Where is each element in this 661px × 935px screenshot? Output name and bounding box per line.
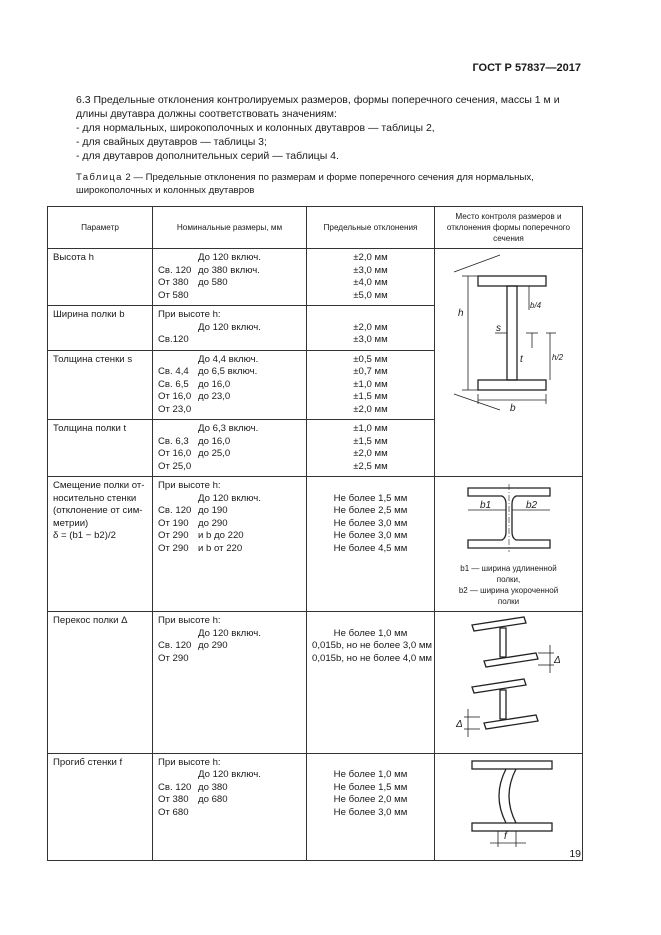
nominal-line [158, 480, 301, 493]
deviation-line: Не более 4,5 мм [333, 542, 408, 554]
nominal-line [158, 436, 301, 449]
intro-section [76, 93, 586, 163]
nominal-line [158, 782, 301, 795]
deviation-line [312, 757, 429, 770]
table-header-row [48, 207, 583, 249]
deviation-line: ±1,5 мм [353, 391, 388, 402]
deviation-line: ±4,0 мм [353, 277, 388, 288]
nominal-line [158, 379, 301, 392]
deviation-cell [307, 612, 435, 754]
nominal-prefix: От 680 [158, 806, 189, 818]
nominal-line [158, 653, 301, 666]
nominal-prefix: От 290 [158, 542, 189, 554]
nominal-prefix: При высоте h: [158, 480, 221, 491]
nominal-range: До 6,3 включ. [198, 423, 259, 434]
nominal-range: до 16,0 [198, 378, 231, 390]
nominal-range: До 120 включ. [198, 492, 261, 504]
sketch-note-line: b2 — ширина укороченной [458, 585, 559, 595]
i-beam-tilt-diagram [454, 615, 564, 745]
i-beam-dimensions-diagram [440, 252, 586, 412]
table-caption-label: Таблица [76, 172, 123, 183]
nominal-line [158, 794, 301, 807]
nominal-line [158, 757, 301, 770]
nominal-line [158, 265, 301, 278]
param-line: метрии) [53, 517, 89, 529]
nominal-cell [153, 350, 307, 420]
nominal-line [158, 518, 301, 531]
label-b4: b/4 [530, 301, 542, 310]
nominal-prefix: Св. 120 [158, 264, 192, 276]
sketch-note-line: b1 — ширина удлиненной [460, 563, 557, 573]
nominal-line [158, 334, 301, 347]
nominal-range: до 25,0 [198, 448, 231, 459]
nominal-line [158, 615, 301, 628]
nominal-line [158, 252, 301, 265]
nominal-range: до 290 [198, 517, 228, 529]
table-caption-text: 2 — Предельные отклонения по размерам и форме поперечного сечения для нормальных, широкополочных и колонных двутавров [76, 172, 534, 196]
header-nominal: Номинальные размеры, мм [153, 207, 307, 249]
nominal-prefix: От 23,0 [158, 403, 192, 415]
deviation-line: ±2,0 мм [353, 448, 388, 459]
nominal-range: и b от 220 [198, 542, 243, 554]
header-deviation: Предельные отклонения [307, 207, 435, 249]
sketch-note-line: полки, [496, 574, 521, 584]
nominal-range: до 380 включ. [198, 264, 260, 276]
table-row [48, 249, 583, 306]
deviation-line: Не более 2,5 мм [333, 505, 408, 516]
nominal-prefix: При высоте h: [158, 309, 221, 320]
deviation-line: ±0,7 мм [353, 366, 388, 377]
param-cell [48, 477, 153, 612]
nominal-line [158, 404, 301, 417]
header-parameter: Параметр [48, 207, 153, 249]
nominal-cell [153, 306, 307, 351]
table-row [48, 477, 583, 612]
nominal-prefix: От 380 [158, 794, 189, 805]
nominal-line [158, 277, 301, 290]
nominal-range: до 680 [198, 794, 228, 805]
nominal-cell [153, 612, 307, 754]
param-line: носительно стенки [53, 492, 137, 504]
table-caption [76, 171, 586, 197]
intro-paragraph: 6.3 Предельные отклонения контролируемых размеров, формы поперечного сечения, массы 1 м и длины двутавра должны соответствовать значениям: [76, 94, 560, 120]
param-cell [48, 420, 153, 477]
nominal-prefix: От 190 [158, 517, 189, 529]
nominal-line [158, 309, 301, 322]
nominal-prefix: Св. 6,3 [158, 435, 189, 447]
nominal-range: До 4,4 включ. [198, 353, 259, 365]
nominal-prefix: При высоте h: [158, 756, 221, 768]
deviation-line: Не более 3,0 мм [333, 517, 408, 529]
label-b2: b2 [525, 500, 537, 511]
deviation-line: Не более 3,0 мм [333, 530, 408, 541]
nominal-prefix: От 580 [158, 289, 189, 301]
nominal-prefix: При высоте h: [158, 615, 221, 626]
nominal-prefix: От 290 [158, 530, 189, 541]
nominal-prefix: Св. 4,4 [158, 366, 189, 377]
deviation-cell [307, 306, 435, 351]
intro-list-item: - для свайных двутавров — таблицы 3; [76, 136, 267, 148]
document-id: ГОСТ Р 57837—2017 [472, 62, 581, 74]
nominal-range: до 380 [198, 781, 228, 793]
param-cell [48, 753, 153, 861]
nominal-cell [153, 477, 307, 612]
nominal-prefix: Св.120 [158, 334, 189, 345]
header-control-place: Место контроля размеров и отклонения формы поперечного сечения [435, 207, 583, 249]
nominal-range: До 120 включ. [198, 252, 261, 263]
nominal-line [158, 769, 301, 782]
param-cell [48, 306, 153, 351]
sketch-note [440, 563, 577, 607]
sketch-symmetry [435, 477, 583, 612]
nominal-range: До 120 включ. [198, 627, 261, 639]
deviation-line: Не более 1,5 мм [333, 492, 408, 504]
nominal-line [158, 493, 301, 506]
deviation-line: ±2,0 мм [353, 403, 388, 415]
nominal-range: до 290 [198, 640, 228, 651]
nominal-line [158, 640, 301, 653]
deviation-line: Не более 2,0 мм [333, 794, 408, 805]
deviation-line: ±1,0 мм [353, 378, 388, 390]
nominal-range: До 120 включ. [198, 769, 261, 780]
deviation-line: ±1,5 мм [353, 435, 388, 447]
label-f: f [503, 830, 507, 842]
sketch-note-line: полки [497, 596, 520, 606]
deviation-cell [307, 477, 435, 612]
nominal-prefix: От 290 [158, 652, 189, 664]
nominal-line [158, 290, 301, 303]
deviation-line: Не более 1,0 мм [333, 627, 408, 639]
param-line: Перекос полки Δ [53, 615, 128, 626]
deviation-line: ±5,0 мм [353, 289, 388, 301]
deviation-line: Не более 1,0 мм [333, 769, 408, 780]
deviation-cell [307, 350, 435, 420]
nominal-line [158, 423, 301, 436]
nominal-line [158, 543, 301, 556]
nominal-cell [153, 753, 307, 861]
param-line: Толщина стенки s [53, 353, 133, 365]
nominal-line [158, 448, 301, 461]
nominal-line [158, 530, 301, 543]
nominal-prefix: Св. 120 [158, 640, 192, 651]
nominal-range: до 580 [198, 277, 228, 288]
nominal-line [158, 628, 301, 641]
deviation-line [312, 480, 429, 493]
deviation-line: ±1,0 мм [353, 423, 388, 434]
param-cell [48, 249, 153, 306]
label-delta: Δ [455, 719, 463, 730]
label-s: s [496, 323, 501, 334]
table-row [48, 612, 583, 754]
sketch-web-bend [435, 753, 583, 861]
intro-list-item: - для нормальных, широкополочных и колонных двутавров — таблицы 2, [76, 122, 435, 134]
deviation-line: 0,015b, но не более 4,0 мм [312, 652, 433, 664]
deviation-line: Не более 1,5 мм [333, 781, 408, 793]
nominal-range: и b до 220 [198, 530, 244, 541]
param-line: δ = (b1 − b2)/2 [53, 530, 116, 541]
param-line: Высота h [53, 252, 94, 263]
label-b: b [510, 403, 516, 412]
nominal-prefix: От 16,0 [158, 448, 192, 459]
deviation-line: 0,015b, но не более 3,0 мм [312, 640, 433, 651]
deviation-line: Не более 3,0 мм [333, 806, 408, 818]
nominal-prefix: От 25,0 [158, 460, 192, 472]
nominal-line [158, 366, 301, 379]
page-number: 19 [569, 848, 581, 860]
param-line: Смещение полки от- [53, 480, 145, 491]
nominal-range: до 6,5 включ. [198, 366, 258, 377]
nominal-range: до 190 [198, 505, 228, 516]
nominal-line [158, 807, 301, 820]
nominal-range: До 120 включ. [198, 321, 261, 333]
nominal-prefix: От 380 [158, 277, 189, 288]
deviation-line: ±2,0 мм [353, 252, 388, 263]
nominal-range: до 16,0 [198, 435, 231, 447]
deviation-line [312, 309, 429, 322]
nominal-prefix: Св. 120 [158, 505, 192, 516]
label-h: h [458, 308, 464, 319]
nominal-line [158, 391, 301, 404]
nominal-cell [153, 420, 307, 477]
sketch-dimensions [435, 249, 583, 477]
intro-list-item: - для двутавров дополнительных серий — таблицы 4. [76, 150, 339, 162]
label-delta: Δ [553, 655, 561, 666]
deviation-line: ±3,0 мм [353, 264, 388, 276]
param-cell [48, 612, 153, 754]
sketch-flange-tilt [435, 612, 583, 754]
nominal-line [158, 322, 301, 335]
deviation-cell [307, 753, 435, 861]
table-row [48, 753, 583, 861]
param-cell [48, 350, 153, 420]
param-line: Ширина полки b [53, 309, 125, 320]
deviation-line: ±2,5 мм [353, 460, 388, 472]
nominal-line [158, 461, 301, 474]
deviation-line: ±0,5 мм [353, 353, 388, 365]
label-b1: b1 [479, 500, 491, 511]
nominal-prefix: Св. 6,5 [158, 378, 189, 390]
i-beam-symmetry-diagram [454, 480, 564, 556]
nominal-range: до 23,0 [198, 391, 231, 402]
nominal-cell [153, 249, 307, 306]
deviation-line: ±2,0 мм [353, 321, 388, 333]
param-line: (отклонение от сим- [53, 505, 143, 516]
tolerance-table [47, 206, 583, 861]
nominal-line [158, 505, 301, 518]
deviation-line [312, 615, 429, 628]
param-line: Прогиб стенки f [53, 756, 123, 768]
param-line: Толщина полки t [53, 423, 127, 434]
nominal-prefix: Св. 120 [158, 781, 192, 793]
nominal-line [158, 354, 301, 367]
deviation-cell [307, 420, 435, 477]
deviation-line: ±3,0 мм [353, 334, 388, 345]
i-beam-web-bend-diagram [454, 757, 564, 853]
nominal-prefix: От 16,0 [158, 391, 192, 402]
label-h2: h/2 [552, 353, 564, 362]
label-t: t [520, 354, 523, 365]
deviation-cell [307, 249, 435, 306]
